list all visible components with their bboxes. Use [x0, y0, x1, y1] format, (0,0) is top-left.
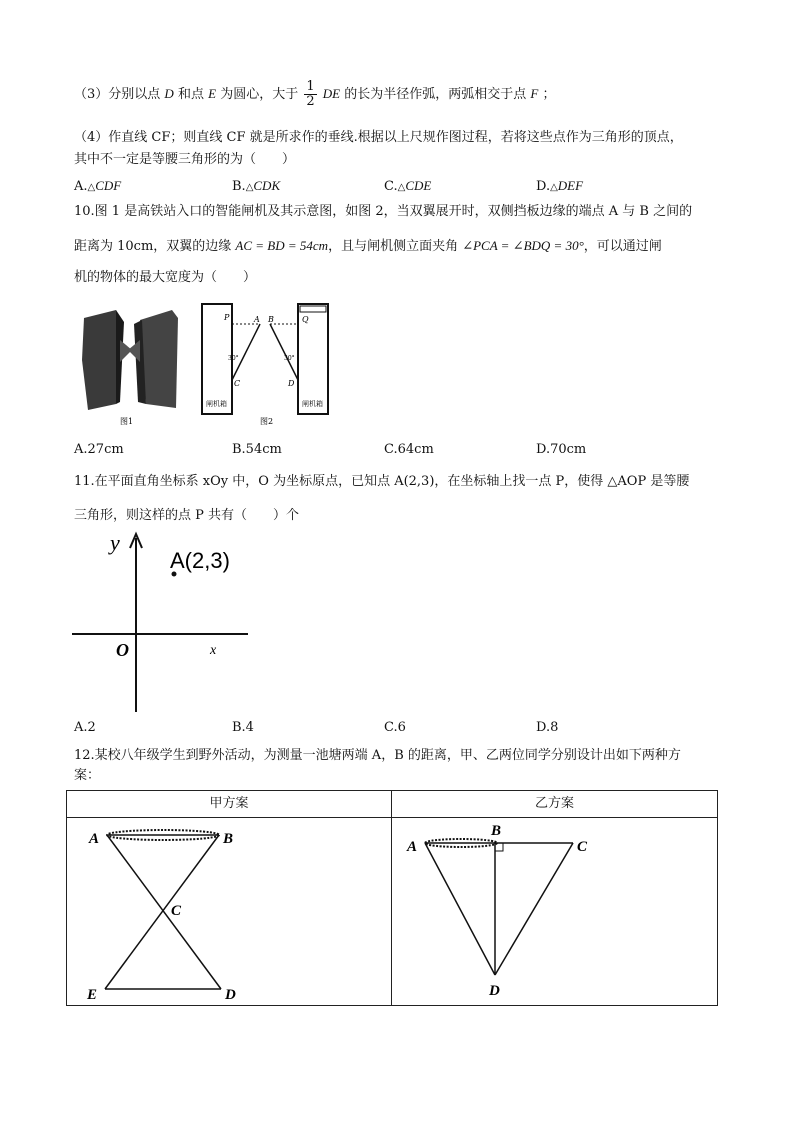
text: 距离为 10cm，双翼的边缘 [74, 239, 236, 254]
table-divider-vertical [391, 791, 392, 1005]
plan-jia-figure [77, 821, 277, 1003]
q11-option-b[interactable]: B.4 [232, 720, 254, 735]
q10-option-c[interactable]: C.64cm [384, 442, 434, 457]
label-q: Q [302, 315, 309, 324]
q9-option-b[interactable] [232, 176, 280, 198]
label-b: B [268, 315, 274, 324]
gate-flap-right [128, 340, 140, 362]
math-expr: AC = BD = 54cm [235, 238, 329, 253]
point-a-label: A(2,3) [170, 548, 230, 573]
q9-step4-line2: 其中不一定是等腰三角形的为（ ） [74, 152, 296, 167]
math-var: F [530, 86, 539, 101]
math-expr: ∠PCA = ∠BDQ = 30° [462, 238, 584, 253]
label-b: B [491, 823, 502, 839]
q9-option-a[interactable] [74, 176, 121, 198]
option-label: B. [232, 179, 246, 194]
fraction-den: 2 [306, 94, 315, 109]
triangle-symbol: △ [550, 182, 558, 193]
label-a: A [407, 839, 418, 855]
option-text: CDK [253, 178, 281, 193]
option-text: CDE [405, 178, 432, 193]
figure-caption: 图2 [260, 417, 274, 426]
q12-line2: 案： [74, 768, 101, 783]
table-header-plan-yi: 乙方案 [534, 796, 574, 811]
q10-figure-1 [74, 300, 184, 430]
label-d: D [225, 987, 236, 1003]
table-header-plan-jia: 甲方案 [209, 796, 249, 811]
q11-coordinate-figure [70, 528, 260, 714]
gate-wing-left [82, 310, 120, 410]
figure-caption: 图1 [120, 417, 134, 426]
q9-step4-line1: （4）作直线 CF；则直线 CF 就是所求作的垂线.根据以上尺规作图过程，若将这些点作为三角形的顶点， [74, 130, 683, 145]
q12-line1: 12.某校八年级学生到野外活动，为测量一池塘两端 A，B 的距离，甲、乙两位同学分别设计出如下两种方 [74, 748, 681, 763]
q10-option-a[interactable]: A.27cm [74, 442, 124, 457]
q11-option-c[interactable]: C.6 [384, 720, 406, 735]
fraction-num: 1 [306, 79, 315, 94]
text: 的长为半径作弧，两弧相交于点 [344, 87, 527, 102]
label-a: A [254, 315, 260, 324]
x-axis-label: x [210, 643, 217, 658]
option-text: CDF [95, 178, 122, 193]
text: ，可以通过闸 [583, 239, 662, 254]
q10-figure-2 [198, 300, 338, 430]
triangle-symbol: △ [397, 182, 406, 193]
q9-step3 [74, 80, 556, 109]
segment-be [105, 835, 219, 989]
math-var: DE [322, 86, 341, 101]
label-c: C [577, 839, 588, 855]
q11-line1: 11.在平面直角坐标系 xOy 中，O 为坐标原点，已知点 A(2,3)，在坐标轴上找一点 P，使得 △AOP 是等腰 [74, 474, 690, 489]
origin-label: O [116, 640, 129, 660]
triangle-symbol: △ [245, 182, 254, 193]
q10-line2 [74, 236, 662, 257]
math-var: D [164, 86, 174, 101]
triangle-symbol: △ [87, 182, 96, 193]
segment-ad [425, 843, 495, 975]
option-label: D. [536, 179, 551, 194]
text: ； [542, 87, 556, 102]
segment-ad [107, 835, 221, 989]
q10-option-d[interactable]: D.70cm [536, 442, 587, 457]
label-angle-right: 30° [284, 355, 295, 362]
label-angle-left: 30° [228, 355, 239, 362]
gate-wing-right [140, 310, 178, 408]
q9-option-d[interactable] [536, 176, 583, 198]
text: 为圆心，大于 [220, 87, 299, 102]
option-text: DEF [557, 178, 584, 193]
q10-line3: 机的物体的最大宽度为（ ） [74, 270, 257, 285]
label-b: B [223, 831, 234, 847]
label-c: C [234, 379, 241, 388]
q12-plan-table [66, 790, 718, 1006]
segment-cd [495, 843, 573, 975]
text: ，且与闸机侧立面夹角 [328, 239, 463, 254]
wing-edge-ac [232, 324, 260, 380]
gate-box-right-top [300, 306, 326, 312]
q11-option-a[interactable]: A.2 [74, 720, 96, 735]
text: 和点 [177, 87, 204, 102]
label-d: D [489, 983, 500, 999]
label-p: P [224, 313, 230, 322]
q9-option-c[interactable] [384, 176, 431, 198]
fraction-half [304, 80, 316, 109]
plan-yi-figure [401, 817, 621, 1003]
q10-option-b[interactable]: B.54cm [232, 442, 282, 457]
q11-option-d[interactable]: D.8 [536, 720, 559, 735]
q10-line1: 10.图 1 是高铁站入口的智能闸机及其示意图，如图 2，当双翼展开时，双侧挡板边缘的端点 A 与 B 之间的 [74, 204, 693, 219]
option-label: C. [384, 179, 398, 194]
text: （3）分别以点 [74, 87, 161, 102]
wing-edge-bd [270, 324, 298, 380]
label-gate-box-right: 闸机箱 [302, 400, 323, 408]
label-d: D [288, 379, 295, 388]
q11-line2: 三角形，则这样的点 P 共有（ ）个 [74, 508, 300, 523]
math-var: E [208, 86, 217, 101]
option-label: A. [74, 179, 88, 194]
label-c: C [171, 903, 182, 919]
label-gate-box-left: 闸机箱 [206, 400, 227, 408]
label-e: E [87, 987, 98, 1003]
label-a: A [89, 831, 100, 847]
y-axis-label: y [110, 530, 120, 555]
